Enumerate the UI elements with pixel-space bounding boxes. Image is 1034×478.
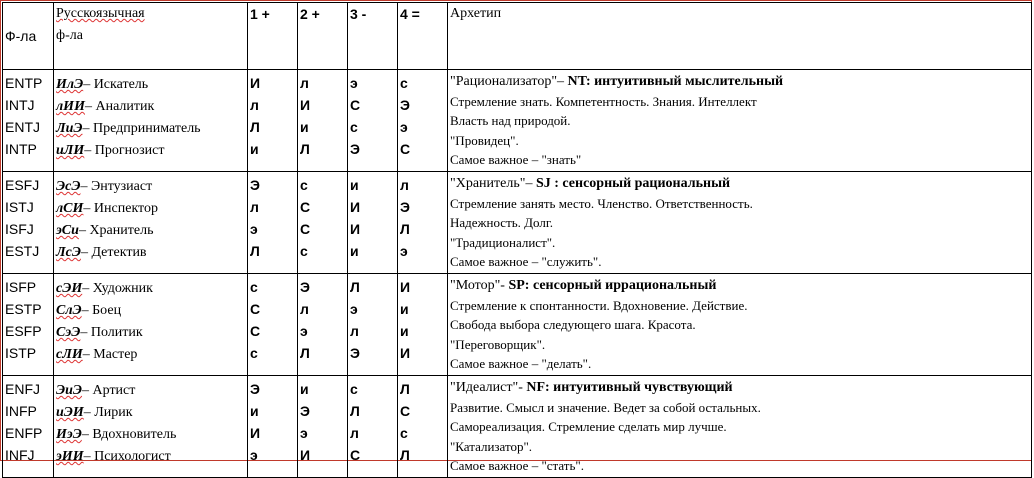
function-letter: э	[400, 243, 408, 259]
function-letter: э	[300, 323, 308, 339]
function-letter: и	[400, 323, 409, 339]
archetype-cell	[448, 70, 1032, 172]
archetype-line: Самое важное – "стать".	[450, 458, 584, 473]
type-code: СэЭ	[56, 325, 81, 340]
archetype-line: Самое важное – "служить".	[450, 254, 602, 269]
type-code: иЭИ	[56, 405, 84, 420]
function-letter: Э	[350, 141, 360, 157]
function-letter: С	[300, 199, 311, 215]
russian-formula-entry	[56, 276, 245, 298]
archetype-line: Свобода выбора следующего шага. Красота.	[450, 317, 696, 332]
header-col1	[248, 3, 298, 70]
formula-code: INFJ	[5, 447, 35, 463]
archetype-title	[450, 378, 1029, 398]
formula-code: ESTP	[5, 301, 42, 317]
function-letter: Л	[250, 243, 260, 259]
function-letter: И	[300, 447, 311, 463]
function-col-2-cell	[298, 70, 348, 172]
type-name: – Лирик	[83, 405, 133, 420]
function-letter: И	[300, 97, 311, 113]
type-name: – Мастер	[82, 347, 138, 362]
function-col-4-cell	[398, 274, 448, 376]
function-letter: Э	[300, 403, 310, 419]
function-letter: И	[250, 75, 261, 91]
type-name: – Вдохновитель	[81, 427, 177, 442]
function-letter: И	[350, 199, 361, 215]
type-code: сЭИ	[56, 281, 83, 296]
function-col-3-cell	[348, 70, 398, 172]
archetype-line: Стремление занять место. Членство. Ответственность.	[450, 195, 753, 211]
russian-formula-cell	[54, 274, 248, 376]
function-letter: Э	[350, 345, 360, 361]
archetype-line: Самое важное – "знать"	[450, 152, 582, 167]
russian-formula-cell	[54, 70, 248, 172]
header-row	[3, 3, 1032, 70]
group-row	[3, 70, 1032, 172]
header-col1-text: 1 +	[250, 6, 270, 22]
function-letter: Л	[400, 447, 410, 463]
type-code: сЛИ	[56, 347, 83, 362]
archetype-line: "Переговорщик".	[450, 336, 546, 352]
russian-formula-entry	[56, 298, 245, 320]
archetype-line: Стремление к спонтанности. Вдохновение. Действие.	[450, 297, 748, 313]
function-letter: с	[400, 75, 408, 91]
formula-code: ESTJ	[5, 243, 40, 259]
formula-code: ENTJ	[5, 119, 40, 135]
type-code: ЛсЭ	[56, 245, 81, 260]
function-letter: л	[400, 177, 409, 193]
archetype-name: "Мотор"-	[450, 278, 509, 293]
formula-code: ISTP	[5, 345, 37, 361]
function-letter: Л	[250, 119, 260, 135]
type-code: иЛИ	[56, 143, 85, 158]
function-letter: Л	[400, 381, 410, 397]
type-name: – Художник	[82, 281, 153, 296]
function-letter: с	[350, 381, 358, 397]
function-letter: э	[300, 425, 308, 441]
function-letter: э	[250, 221, 258, 237]
type-name: – Искатель	[83, 77, 149, 92]
function-letter: С	[250, 301, 261, 317]
type-name: – Артист	[82, 383, 136, 398]
header-col4-text: 4 =	[400, 6, 420, 22]
russian-formula-entry	[56, 72, 245, 94]
function-letter: с	[300, 243, 308, 259]
russian-formula-entry	[56, 94, 245, 116]
formula-code: ENFJ	[5, 381, 40, 397]
type-code: ИэЭ	[56, 427, 82, 442]
function-letter: Л	[300, 141, 310, 157]
header-archetype	[448, 3, 1032, 70]
function-letter: И	[250, 425, 261, 441]
function-col-1-cell	[248, 172, 298, 274]
header-formula-text: Ф-ла	[5, 28, 37, 44]
russian-formula-entry	[56, 342, 245, 364]
archetype-cell	[448, 172, 1032, 274]
function-letter: Л	[350, 279, 360, 295]
function-col-3-cell	[348, 172, 398, 274]
function-letter: С	[400, 141, 411, 157]
russian-formula-entry	[56, 138, 245, 160]
formula-code: INTP	[5, 141, 37, 157]
archetype-cell	[448, 274, 1032, 376]
type-code: ИлЭ	[56, 77, 84, 92]
archetype-temperament: SJ : сенсорный рациональный	[535, 176, 731, 191]
russian-formula-entry	[56, 320, 245, 342]
archetype-line: Самореализация. Стремление сделать мир лучше.	[450, 419, 727, 434]
header-col2-text: 2 +	[300, 6, 320, 22]
russian-formula-entry	[56, 174, 245, 196]
type-name: – Инспектор	[83, 201, 158, 216]
function-letter: Э	[250, 177, 260, 193]
function-letter: с	[250, 345, 258, 361]
function-col-1-cell	[248, 70, 298, 172]
group-row	[3, 376, 1032, 478]
header-col2	[298, 3, 348, 70]
function-letter: с	[300, 177, 308, 193]
formula-code: ISFP	[5, 279, 37, 295]
function-letter: л	[350, 323, 359, 339]
formula-code: ENTP	[5, 75, 43, 91]
formula-code: ESFP	[5, 323, 42, 339]
function-letter: И	[400, 279, 411, 295]
socionics-table	[2, 2, 1032, 478]
archetype-line: "Катализатор".	[450, 438, 533, 454]
function-letter: Э	[400, 199, 410, 215]
function-letter: э	[350, 301, 358, 317]
type-code: лСИ	[56, 201, 84, 216]
function-col-2-cell	[298, 172, 348, 274]
russian-formula-entry	[56, 116, 245, 138]
archetype-name: "Хранитель"–	[450, 176, 536, 191]
archetype-name: "Идеалист"-	[450, 380, 527, 395]
header-russian-line2: ф-ла	[56, 28, 83, 43]
type-code: эСи	[56, 223, 79, 238]
function-letter: и	[300, 381, 309, 397]
type-name: – Прогнозист	[84, 143, 165, 158]
archetype-line: "Традиционалист".	[450, 234, 556, 250]
archetype-title	[450, 174, 1029, 194]
archetype-temperament: SP: сенсорный иррациональный	[508, 278, 717, 293]
formula-code: ESFJ	[5, 177, 40, 193]
header-col3	[348, 3, 398, 70]
function-letter: э	[400, 119, 408, 135]
function-letter: Л	[400, 221, 410, 237]
formula-cell	[3, 376, 54, 478]
formula-code: INTJ	[5, 97, 35, 113]
type-code: ЭсЭ	[56, 179, 81, 194]
function-letter: э	[250, 447, 258, 463]
type-code: лИИ	[56, 99, 85, 114]
header-col3-text: 3 -	[350, 6, 367, 22]
function-col-4-cell	[398, 172, 448, 274]
function-letter: с	[400, 425, 408, 441]
header-russian-line1: Русскоязычная	[56, 6, 145, 21]
type-name: – Аналитик	[84, 99, 155, 114]
header-formula	[3, 3, 54, 70]
function-letter: И	[400, 345, 411, 361]
function-col-1-cell	[248, 274, 298, 376]
archetype-temperament: NT: интуитивный мыслительный	[567, 74, 784, 89]
function-letter: и	[400, 301, 409, 317]
archetype-title	[450, 276, 1029, 296]
function-letter: л	[300, 75, 309, 91]
group-row	[3, 274, 1032, 376]
function-letter: и	[250, 141, 259, 157]
function-col-3-cell	[348, 376, 398, 478]
type-name: – Политик	[80, 325, 143, 340]
type-code: ЛиЭ	[56, 121, 83, 136]
function-letter: л	[300, 301, 309, 317]
function-letter: С	[350, 447, 361, 463]
function-letter: с	[350, 119, 358, 135]
function-letter: С	[250, 323, 261, 339]
russian-formula-entry	[56, 218, 245, 240]
function-letter: Э	[300, 279, 310, 295]
archetype-name: "Рационализатор"–	[450, 74, 568, 89]
function-letter: л	[350, 425, 359, 441]
type-code: эИИ	[56, 449, 84, 464]
archetype-title	[450, 72, 1029, 92]
function-col-4-cell	[398, 376, 448, 478]
function-col-4-cell	[398, 70, 448, 172]
formula-cell	[3, 274, 54, 376]
groups-body	[3, 70, 1032, 478]
function-letter: с	[250, 279, 258, 295]
archetype-line: Развитие. Смысл и значение. Ведет за собой остальных.	[450, 399, 761, 415]
archetype-line: Стремление знать. Компетентность. Знания. Интеллект	[450, 93, 757, 109]
function-col-2-cell	[298, 376, 348, 478]
function-letter: И	[350, 221, 361, 237]
header-col4	[398, 3, 448, 70]
function-letter: л	[250, 199, 259, 215]
function-letter: и	[350, 243, 359, 259]
header-archetype-text: Архетип	[450, 6, 502, 21]
function-letter: С	[400, 403, 411, 419]
type-name: – Боец	[81, 303, 122, 318]
archetype-line: Надежность. Долг.	[450, 215, 553, 230]
function-letter: э	[350, 75, 358, 91]
formula-code: ENFP	[5, 425, 43, 441]
header-russian	[54, 3, 248, 70]
formula-cell	[3, 70, 54, 172]
function-letter: Л	[350, 403, 360, 419]
russian-formula-entry	[56, 196, 245, 218]
formula-code: ISTJ	[5, 199, 34, 215]
archetype-line: "Провидец".	[450, 132, 519, 148]
function-letter: Э	[250, 381, 260, 397]
type-name: – Энтузиаст	[80, 179, 153, 194]
type-code: ЭиЭ	[56, 383, 83, 398]
formula-code: ISFJ	[5, 221, 34, 237]
russian-formula-entry	[56, 422, 245, 444]
russian-formula-entry	[56, 378, 245, 400]
function-letter: С	[350, 97, 361, 113]
function-letter: и	[350, 177, 359, 193]
russian-formula-entry	[56, 240, 245, 262]
function-col-1-cell	[248, 376, 298, 478]
archetype-line: Самое важное – "делать".	[450, 356, 592, 371]
function-letter: и	[250, 403, 259, 419]
group-row	[3, 172, 1032, 274]
type-code: СлЭ	[56, 303, 82, 318]
function-letter: Э	[400, 97, 410, 113]
type-name: – Хранитель	[78, 223, 154, 238]
function-col-3-cell	[348, 274, 398, 376]
archetype-line: Власть над природой.	[450, 113, 571, 128]
type-name: – Предприниматель	[82, 121, 201, 136]
archetype-cell	[448, 376, 1032, 478]
type-name: – Детектив	[80, 245, 147, 260]
formula-code: INFP	[5, 403, 37, 419]
formula-cell	[3, 172, 54, 274]
russian-formula-entry	[56, 400, 245, 422]
archetype-temperament: NF: интуитивный чувствующий	[526, 380, 733, 395]
function-letter: С	[300, 221, 311, 237]
function-letter: л	[250, 97, 259, 113]
type-name: – Психологист	[83, 449, 171, 464]
russian-formula-cell	[54, 376, 248, 478]
function-col-2-cell	[298, 274, 348, 376]
function-letter: и	[300, 119, 309, 135]
function-letter: Л	[300, 345, 310, 361]
russian-formula-cell	[54, 172, 248, 274]
